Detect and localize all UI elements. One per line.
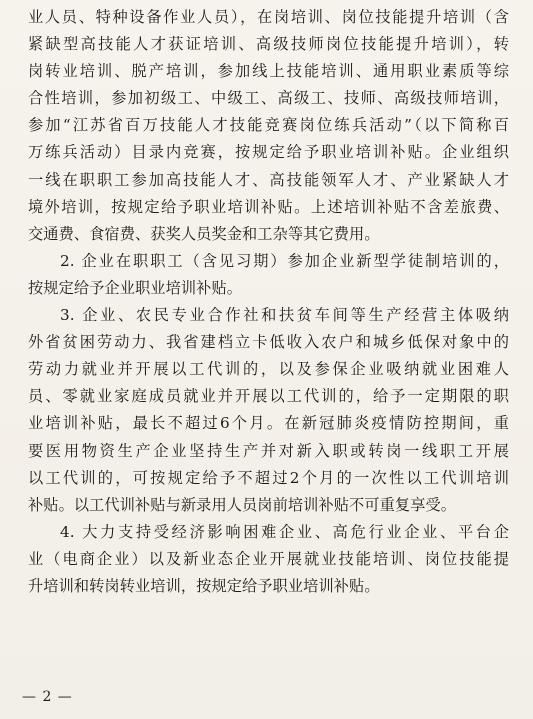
body-line-5: 参加“江苏省百万技能人才技能竞赛岗位练兵活动”（以下简称百: [28, 116, 509, 135]
body-line-18: 以工代训的，可按规定给予不超过2个月的一次性以工代训培训: [28, 468, 509, 487]
body-line-9: 交通费、食宿费、获奖人员奖金和工杂等其它费用。: [28, 224, 380, 243]
body-line-16: 业培训补贴，最长不超过6个月。在新冠肺炎疫情防控期间，重: [28, 414, 509, 433]
body-line-2: 紧缺型高技能人才获证培训、高级技师岗位技能提升培训），转: [28, 35, 509, 54]
body-line-7: 一线在职职工参加高技能人才、高技能领军人才、产业紧缺人才: [28, 170, 509, 189]
body-line-1: 业人员、特种设备作业人员），在岗培训、岗位技能提升培训（含: [28, 8, 509, 26]
body-line-11: 按规定给予企业职业培训补贴。: [28, 278, 243, 297]
body-line-15: 员、零就业家庭成员就业并开展以工代训的，给予一定期限的职: [28, 387, 509, 406]
body-line-8: 境外培训，按规定给予职业培训补贴。上述培训补贴不含差旅费、: [28, 197, 509, 216]
body-line-21: 业（电商企业）以及新业态企业开展就业技能培训、岗位技能提: [28, 549, 509, 568]
body-line-13: 外省贫困劳动力、我省建档立卡低收入农户和城乡低保对象中的: [28, 333, 509, 352]
body-line-6: 万练兵活动）目录内竞赛，按规定给予职业培训补贴。企业组织: [28, 143, 509, 162]
body-line-14: 劳动力就业并开展以工代训的，以及参保企业吸纳就业困难人: [28, 360, 509, 379]
body-line-12: 3. 企业、农民专业合作社和扶贫车间等生产经营主体吸纳: [60, 306, 509, 325]
body-line-22: 升培训和转岗转业培训，按规定给予职业培训补贴。: [28, 576, 380, 595]
body-line-4: 合性培训，参加初级工、中级工、高级工、技师、高级技师培训，: [28, 89, 509, 108]
body-line-19: 补贴。以工代训补贴与新录用人员岗前培训补贴不可重复享受。: [28, 495, 457, 514]
body-line-3: 岗转业培训、脱产培训，参加线上技能培训、通用职业素质等综: [28, 62, 509, 81]
body-line-20: 4. 大力支持受经济影响困难企业、高危行业企业、平台企: [60, 522, 509, 541]
body-line-17: 要医用物资生产企业坚持生产并对新入职或转岗一线职工开展: [28, 441, 509, 460]
page-number: — 2 —: [22, 689, 73, 705]
body-line-10: 2. 企业在职职工（含见习期）参加企业新型学徒制培训的，: [60, 251, 509, 270]
